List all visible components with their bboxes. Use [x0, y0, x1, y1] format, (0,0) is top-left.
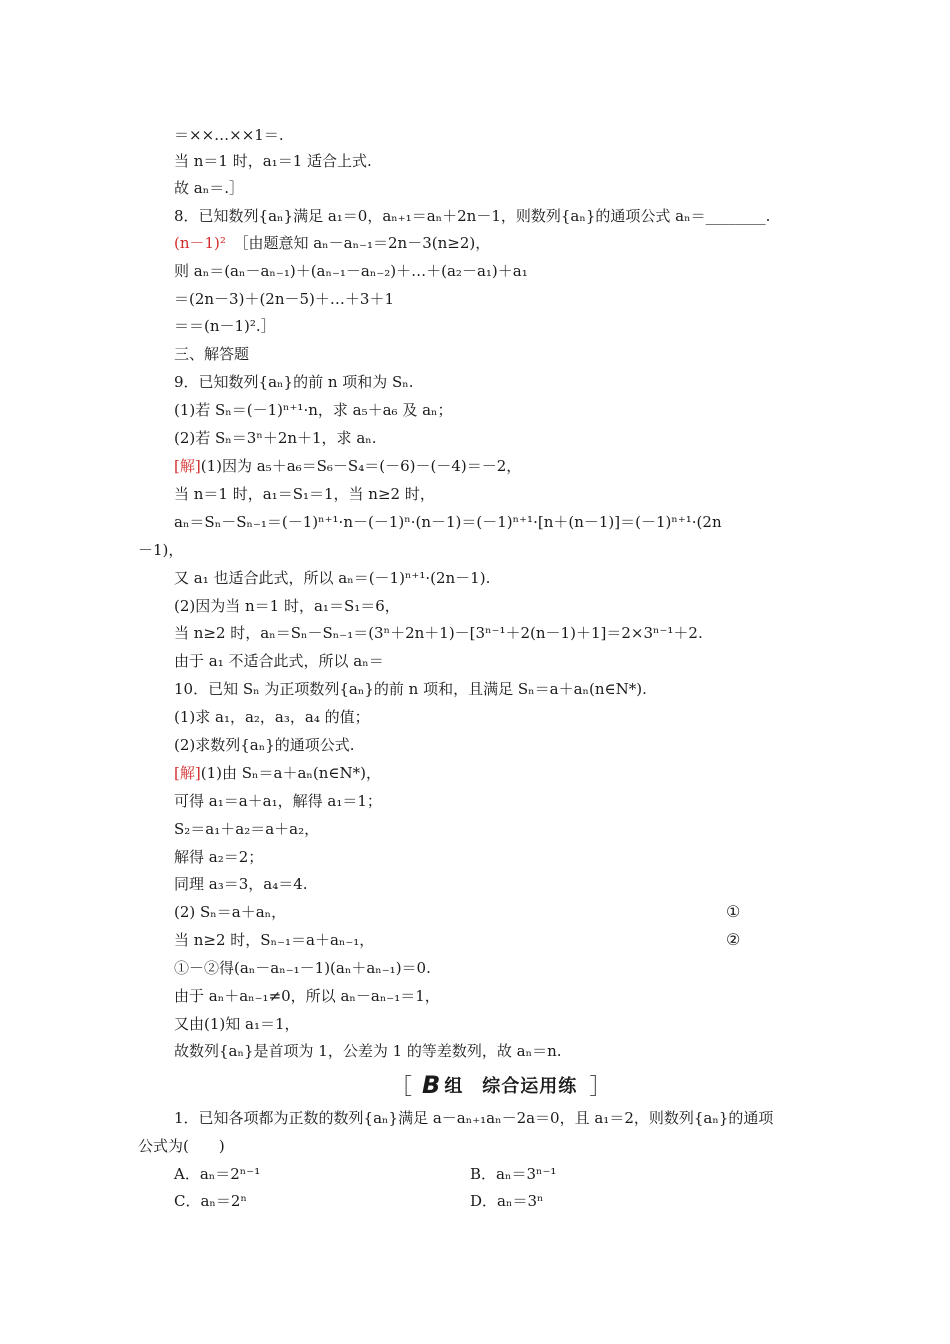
equation-marker-1: ①	[726, 902, 741, 921]
text-line: 当 n≥2 时，aₙ＝Sₙ－Sₙ₋₁＝(3ⁿ＋2n＋1)－[3ⁿ⁻¹＋2(n－1)＋1]＝2×3ⁿ⁻¹＋2.	[174, 624, 703, 642]
section-letter: B	[422, 1071, 441, 1099]
text-line: (1)求 a₁，a₂，a₃，a₄ 的值；	[174, 708, 370, 726]
section-title: 组 综合运用练	[444, 1076, 578, 1097]
question-1: 1．已知各项都为正数的数列{aₙ}满足 a－aₙ₊₁aₙ－2a＝0，且 a₁＝2，则数列{aₙ}的通项	[174, 1109, 774, 1127]
text-line: 当 n＝1 时，a₁＝1 适合上式.	[174, 152, 372, 170]
answer-8: (n－1)²	[174, 234, 226, 252]
text-line: 又由(1)知 a₁＝1，	[174, 1015, 300, 1033]
text-line: 故 aₙ＝.］	[174, 179, 244, 197]
text-line: 故数列{aₙ}是首项为 1，公差为 1 的等差数列，故 aₙ＝n.	[174, 1042, 562, 1060]
text-line: (2)因为当 n＝1 时，a₁＝S₁＝6，	[174, 597, 400, 615]
text-line: S₂＝a₁＋a₂＝a＋a₂，	[174, 820, 320, 838]
text-line: (1)若 Sₙ＝(－1)ⁿ⁺¹·n，求 a₅＋a₆ 及 aₙ；	[174, 401, 453, 419]
solution-label: [解]	[174, 457, 201, 475]
bracket-open: ［	[390, 1074, 413, 1100]
text-line: ＝××…××1＝.	[174, 126, 284, 144]
text-line: ＝＝(n－1)².］	[174, 317, 276, 335]
equation-marker-2: ②	[726, 930, 741, 949]
question-9: 9．已知数列{aₙ}的前 n 项和为 Sₙ.	[174, 373, 414, 391]
bracket-close: ］	[589, 1074, 612, 1100]
option-c: C．aₙ＝2ⁿ	[174, 1192, 247, 1210]
text-line: 可得 a₁＝a＋a₁，解得 a₁＝1；	[174, 792, 382, 810]
text-line: 当 n≥2 时，Sₙ₋₁＝a＋aₙ₋₁，	[174, 931, 375, 949]
text-line: 则 aₙ＝(aₙ－aₙ₋₁)＋(aₙ₋₁－aₙ₋₂)＋…＋(a₂－a₁)＋a₁	[174, 262, 528, 280]
section-heading: 三、解答题	[174, 345, 250, 363]
text-line: 当 n＝1 时，a₁＝S₁＝1，当 n≥2 时，	[174, 485, 435, 503]
solution-10-line: [解](1)由 Sₙ＝a＋aₙ(n∈N*)，	[174, 764, 381, 782]
section-b-header	[390, 1071, 611, 1099]
text-line: ＝(2n－3)＋(2n－5)＋…＋3＋1	[174, 290, 394, 308]
text-line: (2)若 Sₙ＝3ⁿ＋2n＋1，求 aₙ.	[174, 429, 377, 447]
text-line: －1)，	[138, 541, 184, 559]
text-line: 由于 a₁ 不适合此式，所以 aₙ＝	[174, 652, 384, 670]
option-d: D．aₙ＝3ⁿ	[470, 1192, 544, 1210]
solution-label: [解]	[174, 764, 201, 782]
text-line: aₙ＝Sₙ－Sₙ₋₁＝(－1)ⁿ⁺¹·n－(－1)ⁿ·(n－1)＝(－1)ⁿ⁺¹·[n＋(n－1)]＝(－1)ⁿ⁺¹·(2n	[174, 513, 722, 531]
text-line: (2) Sₙ＝a＋aₙ，	[174, 903, 287, 921]
answer-8-line	[174, 233, 490, 253]
text-line: 又 a₁ 也适合此式，所以 aₙ＝(－1)ⁿ⁺¹·(2n－1).	[174, 569, 491, 587]
option-a: A．aₙ＝2ⁿ⁻¹	[174, 1165, 261, 1183]
solution-9-line: [解](1)因为 a₅＋a₆＝S₆－S₄＝(－6)－(－4)＝－2，	[174, 457, 522, 475]
text-line: 同理 a₃＝3，a₄＝4.	[174, 875, 308, 893]
text-line: 由于 aₙ＋aₙ₋₁≠0，所以 aₙ－aₙ₋₁＝1，	[174, 987, 440, 1005]
question-1-cont: 公式为( )	[138, 1137, 225, 1155]
option-b: B．aₙ＝3ⁿ⁻¹	[470, 1165, 557, 1183]
text-line: 解得 a₂＝2；	[174, 848, 264, 866]
text-line: ①－②得(aₙ－aₙ₋₁－1)(aₙ＋aₙ₋₁)＝0.	[174, 959, 431, 977]
answer-8-explanation: ［由题意知 aₙ－aₙ₋₁＝2n－3(n≥2)，	[240, 234, 491, 252]
question-8: 8．已知数列{aₙ}满足 a₁＝0，aₙ₊₁＝aₙ＋2n－1，则数列{aₙ}的通项公式 aₙ＝________.	[174, 207, 771, 225]
question-10: 10．已知 Sₙ 为正项数列{aₙ}的前 n 项和，且满足 Sₙ＝a＋aₙ(n∈N*).	[174, 680, 647, 698]
text-line: (2)求数列{aₙ}的通项公式.	[174, 736, 355, 754]
